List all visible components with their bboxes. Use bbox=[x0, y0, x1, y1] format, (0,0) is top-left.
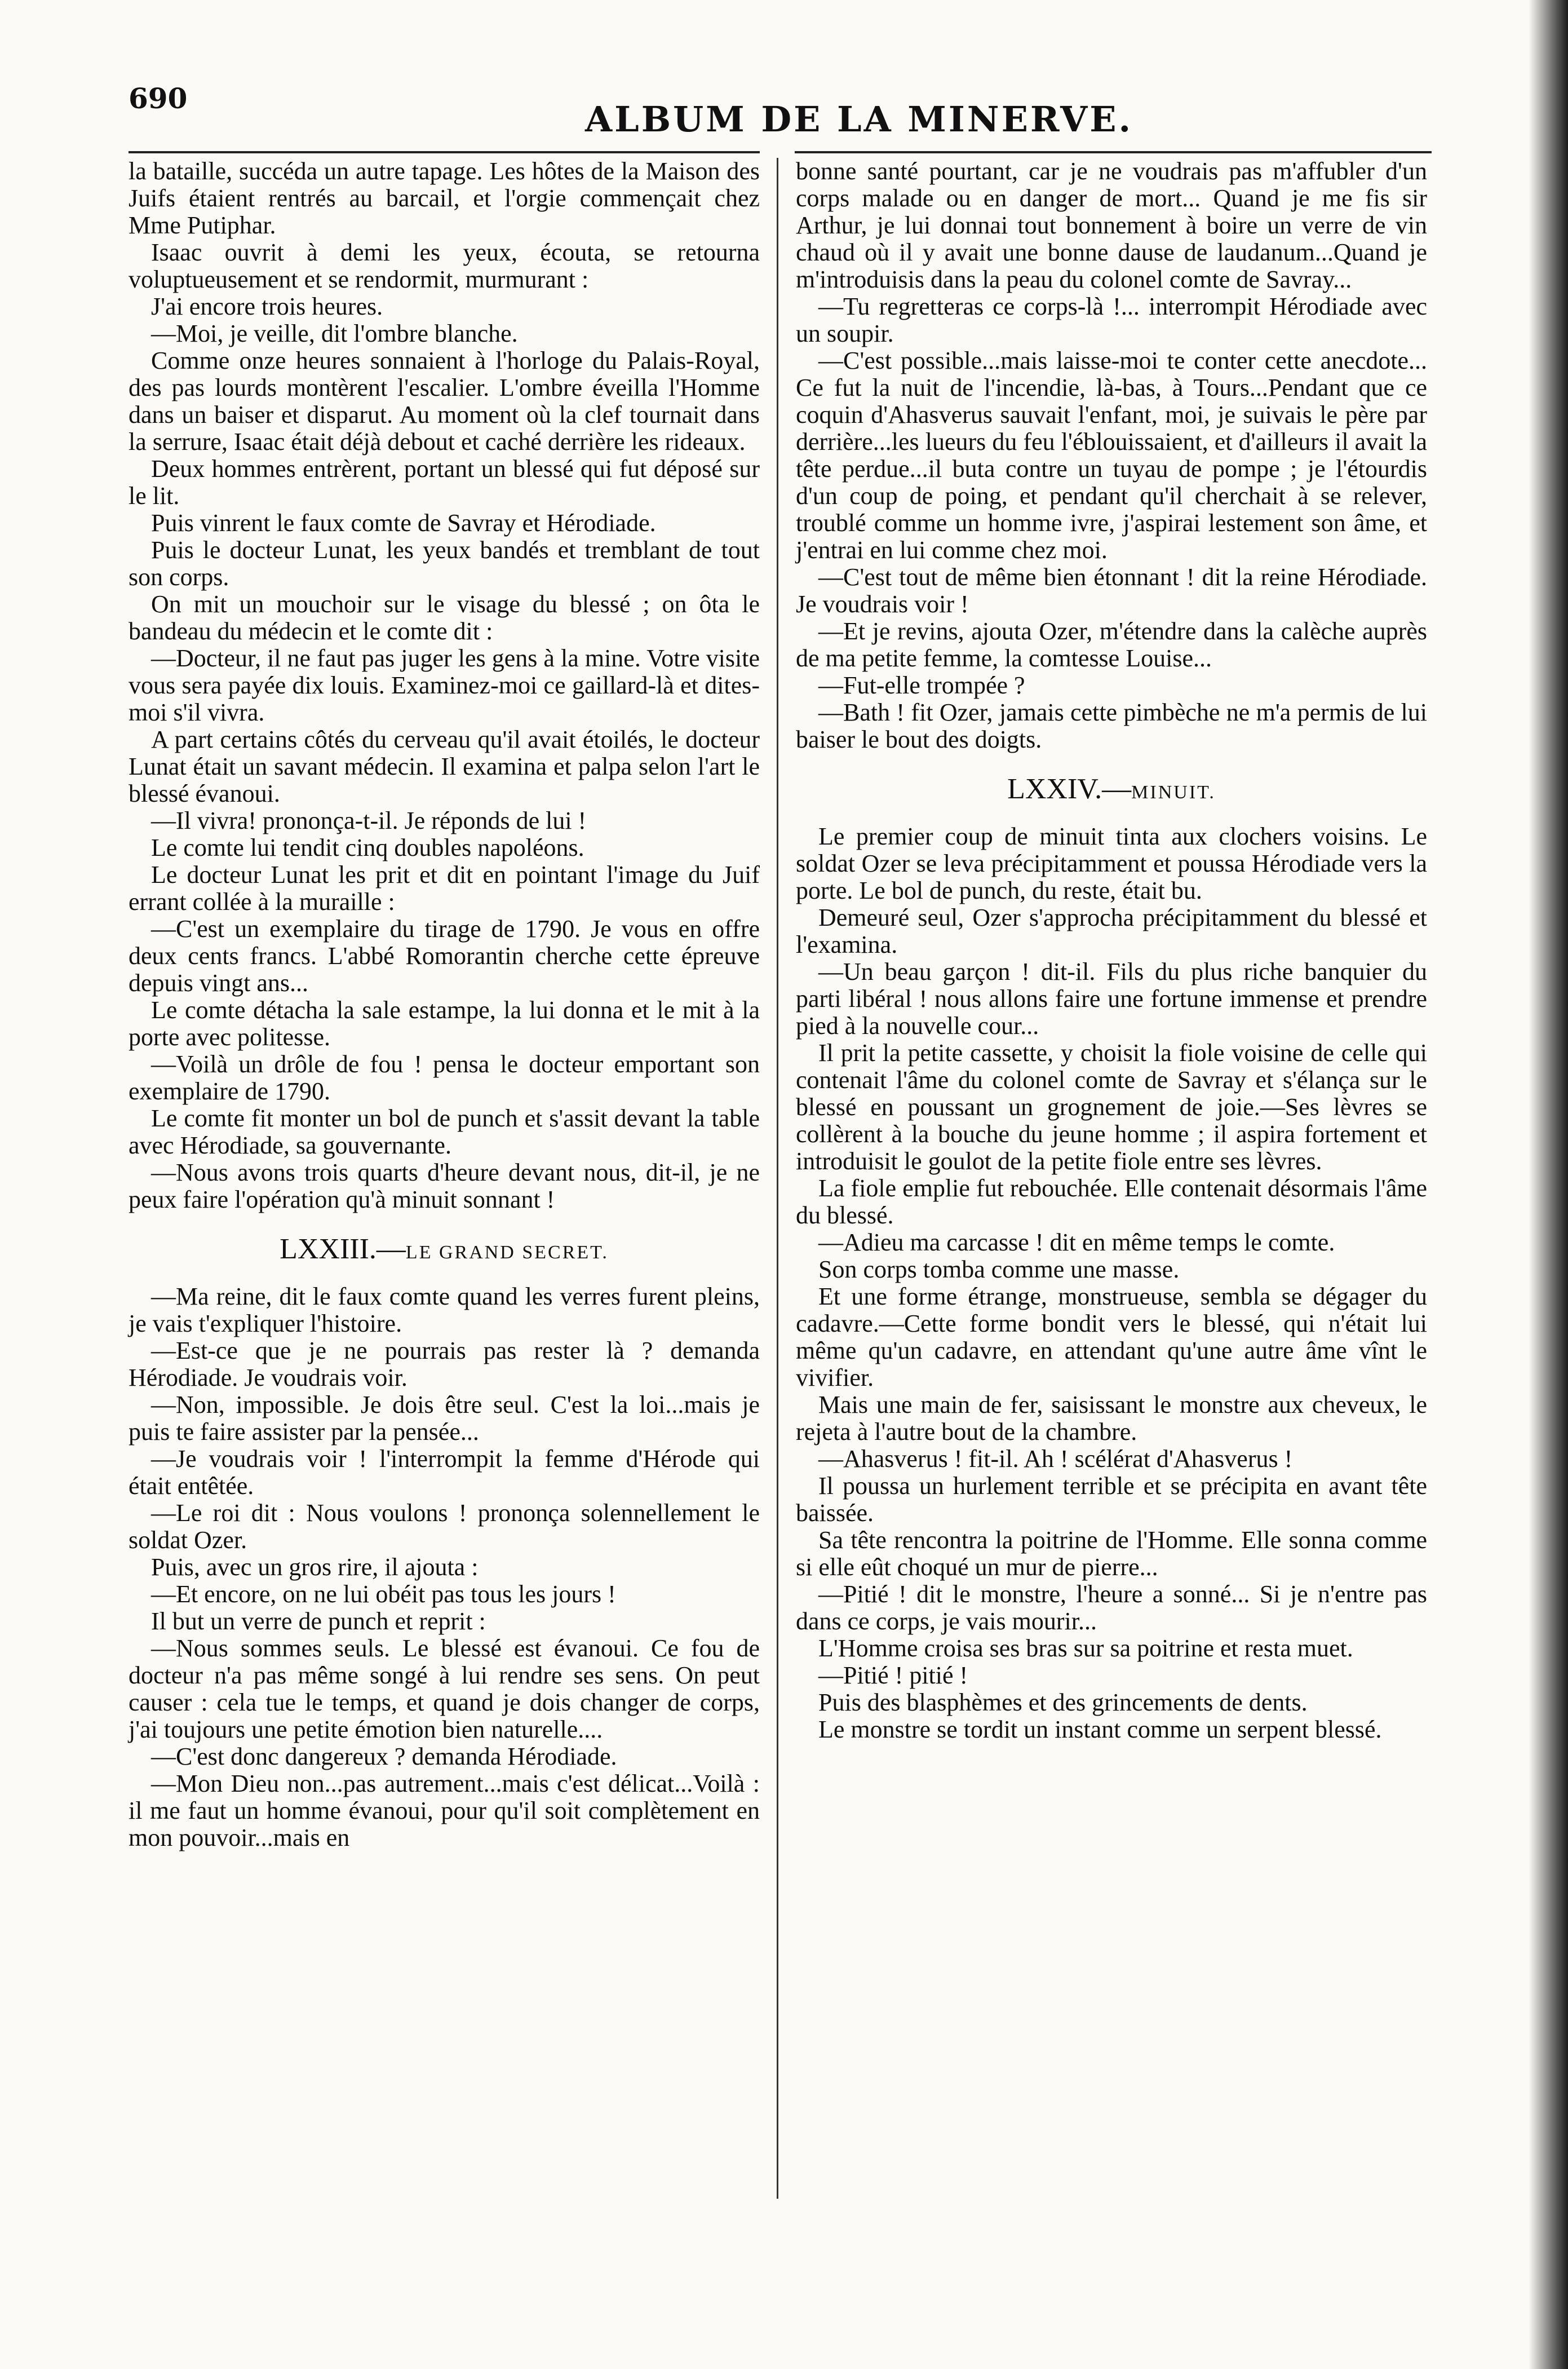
paragraph: —Bath ! fit Ozer, jamais cette pimbèche ne m'a permis de lui baiser le bout des doigts. bbox=[796, 699, 1427, 753]
right-column bbox=[796, 158, 1427, 1743]
paragraph: —Il vivra! prononça-t-il. Je réponds de lui ! bbox=[151, 807, 587, 834]
paragraph: A part certains côtés du cerveau qu'il avait étoilés, le docteur Lunat était un savant médecin. Il examina et palpa selon l'art le blessé évanoui. bbox=[129, 726, 760, 807]
section-number: LXXIII.— bbox=[280, 1233, 406, 1265]
paragraph: L'Homme croisa ses bras sur sa poitrine et resta muet. bbox=[818, 1634, 1353, 1662]
paragraph: —Et je revins, ajouta Ozer, m'étendre dans la calèche auprès de ma petite femme, la comtesse Louise... bbox=[796, 617, 1427, 672]
paragraph: —Mon Dieu non...pas autrement...mais c'est délicat...Voilà : il me faut un homme évanoui, pour qu'il soit complètement en mon pouvoir...mais en bbox=[129, 1770, 760, 1851]
paragraph: Mais une main de fer, saisissant le monstre aux cheveux, le rejeta à l'autre bout de la chambre. bbox=[796, 1391, 1427, 1446]
paragraph: —Fut-elle trompée ? bbox=[818, 671, 1025, 699]
paragraph: Puis, avec un gros rire, il ajouta : bbox=[151, 1553, 479, 1581]
paragraph: —Ma reine, dit le faux comte quand les verres furent pleins, je vais t'expliquer l'histoire. bbox=[129, 1283, 760, 1337]
left-column bbox=[129, 158, 760, 1851]
paragraph: Isaac ouvrit à demi les yeux, écouta, se retourna voluptueusement et se rendormit, murmurant : bbox=[129, 238, 760, 293]
paragraph: —Est-ce que je ne pourrais pas rester là ? demanda Hérodiade. Je voudrais voir. bbox=[129, 1337, 760, 1391]
paragraph: —C'est tout de même bien étonnant ! dit la reine Hérodiade. Je voudrais voir ! bbox=[796, 563, 1427, 618]
page-header bbox=[129, 82, 1425, 149]
header-rule-left bbox=[129, 151, 760, 153]
section-heading bbox=[796, 773, 1427, 806]
paragraph: —Non, impossible. Je dois être seul. C'est la loi...mais je puis te faire assister par la pensée... bbox=[129, 1391, 760, 1446]
paragraph: —Pitié ! pitié ! bbox=[818, 1661, 968, 1689]
paragraph: J'ai encore trois heures. bbox=[151, 293, 383, 320]
paragraph: Le comte fit monter un bol de punch et s'assit devant la table avec Hérodiade, sa gouvernante. bbox=[129, 1104, 760, 1159]
paragraph: —Nous avons trois quarts d'heure devant nous, dit-il, je ne peux faire l'opération qu'à minuit sonnant ! bbox=[129, 1159, 760, 1213]
paragraph: La fiole emplie fut rebouchée. Elle contenait désormais l'âme du blessé. bbox=[796, 1174, 1427, 1229]
header-rule-right bbox=[795, 151, 1432, 153]
section-number: LXXIV.— bbox=[1007, 773, 1132, 805]
paragraph: —Ahasverus ! fit-il. Ah ! scélérat d'Ahasverus ! bbox=[818, 1445, 1293, 1473]
paragraph: Puis le docteur Lunat, les yeux bandés et tremblant de tout son corps. bbox=[129, 536, 760, 591]
paragraph: Puis des blasphèmes et des grincements de dents. bbox=[818, 1689, 1308, 1716]
paragraph: —C'est possible...mais laisse-moi te conter cette anecdote... Ce fut la nuit de l'incendie, là-bas, à Tours...Pendant que ce coquin d'Ahasverus sauvait l'enfant, moi, je suivais le père par derrière...les lueurs du feu l'éblouissaient, et d'ailleurs il avait la tête perdue...il buta contre un tuyau de pompe ; je l'étourdis d'un coup de poing, et pendant qu'il cherchait à se relever, troublé comme un homme ivre, j'aspirai lestement son âme, et j'entrai en lui comme chez moi. bbox=[796, 347, 1427, 564]
paragraph: Il poussa un hurlement terrible et se précipita en avant tête baissée. bbox=[796, 1472, 1427, 1527]
paragraph: Le comte lui tendit cinq doubles napoléons. bbox=[151, 834, 584, 861]
paragraph: Le monstre se tordit un instant comme un serpent blessé. bbox=[818, 1716, 1382, 1743]
paragraph: Deux hommes entrèrent, portant un blessé qui fut déposé sur le lit. bbox=[129, 455, 760, 510]
paragraph: —Un beau garçon ! dit-il. Fils du plus riche banquier du parti libéral ! nous allons faire une fortune immense et prendre pied à la nouvelle cour... bbox=[796, 958, 1427, 1040]
section-title: MINUIT. bbox=[1131, 782, 1216, 803]
page-number: 690 bbox=[129, 82, 188, 115]
section-title: LE GRAND SECRET. bbox=[405, 1242, 609, 1263]
page-edge-shadow bbox=[1529, 0, 1568, 2369]
paragraph: —Adieu ma carcasse ! dit en même temps le comte. bbox=[818, 1228, 1335, 1256]
paragraph: bonne santé pourtant, car je ne voudrais pas m'affubler d'un corps malade ou en danger de mort... Quand je me fis sir Arthur, je lui donnai tout bonnement à boire un verre de vin chaud où il y avait une bonne dause de laudanum...Quand je m'introduisis dans la peau du colonel comte de Savray... bbox=[796, 157, 1427, 293]
paragraph: —Nous sommes seuls. Le blessé est évanoui. Ce fou de docteur n'a pas même songé à lui rendre ses sens. On peut causer : cela tue le temps, et quand je dois changer de corps, j'ai toujours une petite émotion bien naturelle.... bbox=[129, 1634, 760, 1743]
paragraph: —Voilà un drôle de fou ! pensa le docteur emportant son exemplaire de 1790. bbox=[129, 1050, 760, 1105]
paragraph: —Docteur, il ne faut pas juger les gens à la mine. Votre visite vous sera payée dix louis. Examinez-moi ce gaillard-là et dites-moi s'il vivra. bbox=[129, 644, 760, 726]
column-divider bbox=[777, 158, 778, 2199]
paragraph: Il prit la petite cassette, y choisit la fiole voisine de celle qui contenait l'âme du colonel comte de Savray et s'élança sur le blessé en poussant un grognement de joie.—Ses lèvres se collèrent à la bouche du jeune homme ; il aspira fortement et introduisit le goulot de la petite fiole entre ses lèvres. bbox=[796, 1039, 1427, 1175]
paragraph: Comme onze heures sonnaient à l'horloge du Palais-Royal, des pas lourds montèrent l'escalier. L'ombre éveilla l'Homme dans un baiser et disparut. Au moment où la clef tournait dans la serrure, Isaac était déjà debout et caché derrière les rideaux. bbox=[129, 347, 760, 456]
paragraph: Son corps tomba comme une masse. bbox=[818, 1256, 1180, 1283]
section-heading bbox=[129, 1233, 760, 1266]
paragraph: —Moi, je veille, dit l'ombre blanche. bbox=[151, 320, 518, 347]
paragraph: —Je voudrais voir ! l'interrompit la femme d'Hérode qui était entêtée. bbox=[129, 1445, 760, 1500]
paragraph: —Le roi dit : Nous voulons ! prononça solennellement le soldat Ozer. bbox=[129, 1499, 760, 1554]
paragraph: Il but un verre de punch et reprit : bbox=[151, 1607, 486, 1635]
paragraph: Le premier coup de minuit tinta aux clochers voisins. Le soldat Ozer se leva précipitamment et poussa Hérodiade vers la porte. Le bol de punch, du reste, était bu. bbox=[796, 823, 1427, 904]
paragraph: Puis vinrent le faux comte de Savray et Hérodiade. bbox=[151, 509, 656, 537]
paragraph: Demeuré seul, Ozer s'approcha précipitamment du blessé et l'examina. bbox=[796, 904, 1427, 958]
paragraph: —C'est donc dangereux ? demanda Hérodiade. bbox=[151, 1743, 617, 1770]
paragraph: Le comte détacha la sale estampe, la lui donna et le mit à la porte avec politesse. bbox=[129, 996, 760, 1051]
paragraph: Le docteur Lunat les prit et dit en pointant l'image du Juif errant collée à la muraille : bbox=[129, 861, 760, 916]
running-title: ALBUM DE LA MINERVE. bbox=[585, 99, 1133, 140]
paragraph: Et une forme étrange, monstrueuse, sembla se dégager du cadavre.—Cette forme bondit vers le blessé, qui n'était lui même qu'un cadavre, en attendant qu'une autre âme vînt le vivifier. bbox=[796, 1283, 1427, 1391]
paragraph: la bataille, succéda un autre tapage. Les hôtes de la Maison des Juifs étaient rentrés au barcail, et l'orgie commençait chez Mme Putiphar. bbox=[129, 157, 760, 239]
paragraph: —C'est un exemplaire du tirage de 1790. Je vous en offre deux cents francs. L'abbé Romorantin cherche cette épreuve depuis vingt ans... bbox=[129, 915, 760, 997]
paragraph: —Tu regretteras ce corps-là !... interrompit Hérodiade avec un soupir. bbox=[796, 293, 1427, 347]
paragraph: On mit un mouchoir sur le visage du blessé ; on ôta le bandeau du médecin et le comte dit : bbox=[129, 590, 760, 645]
paragraph: —Pitié ! dit le monstre, l'heure a sonné... Si je n'entre pas dans ce corps, je vais mourir... bbox=[796, 1580, 1427, 1635]
paragraph: —Et encore, on ne lui obéit pas tous les jours ! bbox=[151, 1580, 616, 1608]
paragraph: Sa tête rencontra la poitrine de l'Homme. Elle sonna comme si elle eût choqué un mur de pierre... bbox=[796, 1526, 1427, 1581]
